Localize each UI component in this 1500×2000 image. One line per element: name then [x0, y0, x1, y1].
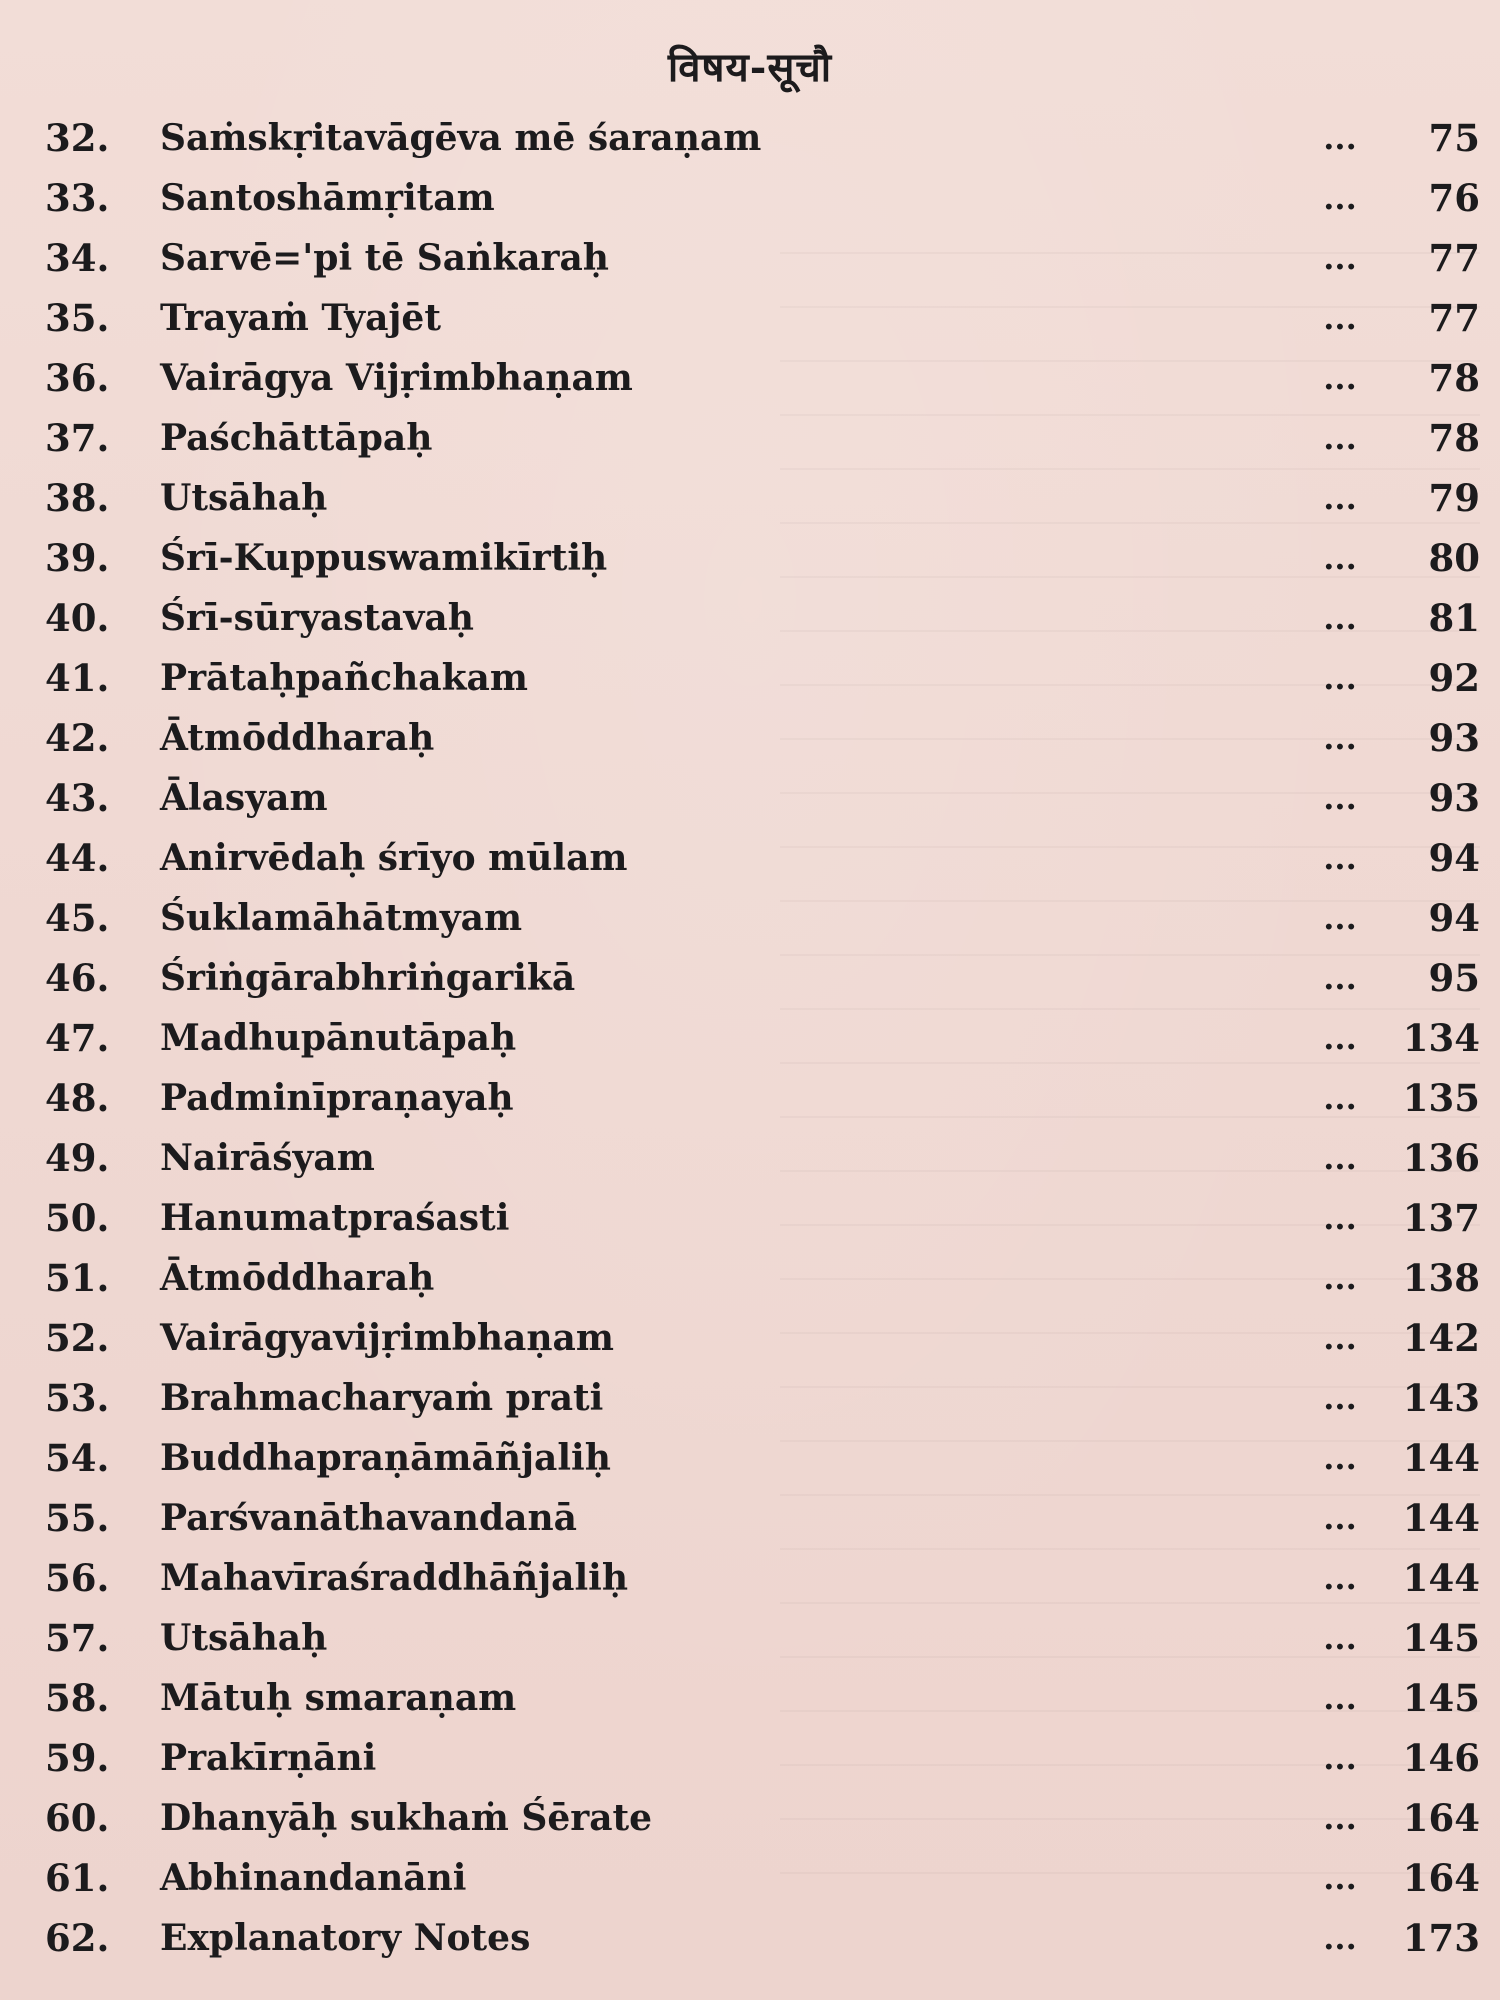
entry-dots: ...	[1323, 539, 1357, 577]
entry-number: 55.	[45, 1496, 110, 1540]
toc-entry	[0, 1848, 1500, 1908]
entry-number: 43.	[45, 776, 110, 820]
toc-entry	[0, 648, 1500, 708]
toc-entry	[0, 1548, 1500, 1608]
entry-page: 94	[1428, 896, 1480, 940]
toc-entry	[0, 1248, 1500, 1308]
entry-title: Buddhapraṇāmāñjaliḥ	[160, 1437, 611, 1479]
entry-number: 42.	[45, 716, 110, 760]
entry-title: Utsāhaḥ	[160, 477, 328, 519]
entry-number: 36.	[45, 356, 110, 400]
entry-number: 46.	[45, 956, 110, 1000]
entry-number: 50.	[45, 1196, 110, 1240]
entry-number: 54.	[45, 1436, 110, 1480]
entry-dots: ...	[1323, 959, 1357, 997]
entry-title: Brahmacharyaṁ prati	[160, 1377, 604, 1419]
entry-number: 38.	[45, 476, 110, 520]
toc-entry	[0, 528, 1500, 588]
entry-title: Ālasyam	[160, 777, 328, 819]
entry-number: 61.	[45, 1856, 110, 1900]
entry-dots: ...	[1323, 419, 1357, 457]
entry-page: 76	[1428, 176, 1480, 220]
entry-dots: ...	[1323, 1199, 1357, 1237]
entry-number: 53.	[45, 1376, 110, 1420]
entry-dots: ...	[1323, 479, 1357, 517]
toc-entry	[0, 888, 1500, 948]
entry-dots: ...	[1323, 1079, 1357, 1117]
toc-entry	[0, 948, 1500, 1008]
entry-title: Ātmōddharaḥ	[160, 1257, 435, 1299]
entry-number: 60.	[45, 1796, 110, 1840]
entry-dots: ...	[1323, 1139, 1357, 1177]
entry-page: 164	[1402, 1796, 1480, 1840]
entry-page: 80	[1428, 536, 1480, 580]
entry-page: 77	[1428, 296, 1480, 340]
toc-entry	[0, 288, 1500, 348]
toc-entry	[0, 348, 1500, 408]
entry-page: 134	[1402, 1016, 1480, 1060]
entry-title: Santoshāmṛitam	[160, 177, 495, 219]
entry-dots: ...	[1323, 1439, 1357, 1477]
entry-page: 146	[1402, 1736, 1480, 1780]
entry-dots: ...	[1323, 1919, 1357, 1957]
entry-page: 144	[1402, 1496, 1480, 1540]
entry-page: 94	[1428, 836, 1480, 880]
entry-title: Anirvēdaḥ śrīyo mūlam	[160, 837, 628, 879]
entry-number: 40.	[45, 596, 110, 640]
entry-page: 143	[1402, 1376, 1480, 1420]
entry-number: 57.	[45, 1616, 110, 1660]
entry-number: 62.	[45, 1916, 110, 1960]
entry-number: 32.	[45, 116, 110, 160]
entry-dots: ...	[1323, 1379, 1357, 1417]
entry-page: 78	[1428, 416, 1480, 460]
entry-dots: ...	[1323, 359, 1357, 397]
toc-entry	[0, 168, 1500, 228]
entry-dots: ...	[1323, 1859, 1357, 1897]
toc-entry	[0, 1668, 1500, 1728]
entry-number: 34.	[45, 236, 110, 280]
entry-title: Mahavīraśraddhāñjaliḥ	[160, 1557, 629, 1599]
entry-number: 56.	[45, 1556, 110, 1600]
toc-entry	[0, 1908, 1500, 1968]
toc-entry	[0, 1128, 1500, 1188]
entry-dots: ...	[1323, 1799, 1357, 1837]
entry-dots: ...	[1323, 1619, 1357, 1657]
toc-entry	[0, 708, 1500, 768]
toc-entry	[0, 828, 1500, 888]
entry-page: 145	[1402, 1616, 1480, 1660]
entry-title: Prakīrṇāni	[160, 1737, 377, 1779]
entry-dots: ...	[1323, 1259, 1357, 1297]
entry-title: Abhinandanāni	[160, 1857, 467, 1899]
entry-page: 138	[1402, 1256, 1480, 1300]
toc-entry	[0, 1728, 1500, 1788]
entry-dots: ...	[1323, 779, 1357, 817]
page-title: विषय-सूचौ	[667, 44, 833, 91]
entry-number: 58.	[45, 1676, 110, 1720]
entry-title: Saṁskṛitavāgēva mē śaraṇam	[160, 117, 762, 159]
toc-entry	[0, 1068, 1500, 1128]
entry-number: 39.	[45, 536, 110, 580]
entry-title: Mātuḥ smaraṇam	[160, 1677, 517, 1719]
entry-dots: ...	[1323, 179, 1357, 217]
entry-dots: ...	[1323, 299, 1357, 337]
entry-page: 173	[1402, 1916, 1480, 1960]
entry-page: 136	[1402, 1136, 1480, 1180]
table-of-contents	[0, 108, 1500, 1968]
entry-title: Vairāgyavijṛimbhaṇam	[160, 1317, 614, 1359]
entry-page: 144	[1402, 1556, 1480, 1600]
entry-page: 75	[1428, 116, 1480, 160]
entry-dots: ...	[1323, 899, 1357, 937]
toc-entry	[0, 468, 1500, 528]
entry-title: Nairāśyam	[160, 1137, 375, 1179]
entry-number: 41.	[45, 656, 110, 700]
entry-title: Hanumatpraśasti	[160, 1197, 510, 1239]
entry-title: Utsāhaḥ	[160, 1617, 328, 1659]
entry-page: 144	[1402, 1436, 1480, 1480]
entry-title: Trayaṁ Tyajēt	[160, 297, 441, 339]
entry-dots: ...	[1323, 239, 1357, 277]
entry-title: Śrī-Kuppuswamikīrtiḥ	[160, 537, 608, 579]
entry-number: 33.	[45, 176, 110, 220]
entry-number: 44.	[45, 836, 110, 880]
entry-page: 92	[1428, 656, 1480, 700]
entry-dots: ...	[1323, 1499, 1357, 1537]
entry-title: Vairāgya Vijṛimbhaṇam	[160, 357, 633, 399]
entry-title: Padminīpraṇayaḥ	[160, 1077, 514, 1119]
entry-page: 142	[1402, 1316, 1480, 1360]
entry-dots: ...	[1323, 659, 1357, 697]
entry-dots: ...	[1323, 1739, 1357, 1777]
entry-dots: ...	[1323, 719, 1357, 757]
toc-entry	[0, 1008, 1500, 1068]
toc-entry	[0, 408, 1500, 468]
entry-number: 47.	[45, 1016, 110, 1060]
entry-number: 48.	[45, 1076, 110, 1120]
entry-title: Explanatory Notes	[160, 1917, 531, 1959]
toc-entry	[0, 1488, 1500, 1548]
entry-page: 135	[1402, 1076, 1480, 1120]
entry-page: 77	[1428, 236, 1480, 280]
toc-entry	[0, 768, 1500, 828]
entry-title: Madhupānutāpaḥ	[160, 1017, 517, 1059]
entry-page: 145	[1402, 1676, 1480, 1720]
entry-title: Śuklamāhātmyam	[160, 897, 523, 939]
entry-title: Prātaḥpañchakam	[160, 657, 528, 699]
entry-title: Śrī-sūryastavaḥ	[160, 597, 474, 639]
toc-entry	[0, 228, 1500, 288]
entry-dots: ...	[1323, 119, 1357, 157]
entry-title: Śriṅgārabhriṅgarikā	[160, 957, 576, 999]
entry-title: Parśvanāthavandanā	[160, 1497, 577, 1539]
entry-title: Dhanyāḥ sukhaṁ Śērate	[160, 1797, 653, 1839]
entry-page: 137	[1402, 1196, 1480, 1240]
entry-page: 93	[1428, 776, 1480, 820]
toc-entry	[0, 108, 1500, 168]
entry-title: Ātmōddharaḥ	[160, 717, 435, 759]
entry-page: 95	[1428, 956, 1480, 1000]
entry-number: 52.	[45, 1316, 110, 1360]
entry-page: 93	[1428, 716, 1480, 760]
toc-entry	[0, 1788, 1500, 1848]
toc-entry	[0, 1368, 1500, 1428]
entry-page: 79	[1428, 476, 1480, 520]
entry-dots: ...	[1323, 1019, 1357, 1057]
entry-title: Paśchāttāpaḥ	[160, 417, 433, 459]
entry-page: 78	[1428, 356, 1480, 400]
toc-entry	[0, 1188, 1500, 1248]
entry-dots: ...	[1323, 1679, 1357, 1717]
toc-entry	[0, 1428, 1500, 1488]
entry-dots: ...	[1323, 1319, 1357, 1357]
entry-number: 45.	[45, 896, 110, 940]
toc-entry	[0, 588, 1500, 648]
entry-page: 81	[1428, 596, 1480, 640]
entry-dots: ...	[1323, 1559, 1357, 1597]
entry-number: 49.	[45, 1136, 110, 1180]
entry-dots: ...	[1323, 599, 1357, 637]
entry-number: 59.	[45, 1736, 110, 1780]
entry-number: 35.	[45, 296, 110, 340]
entry-number: 37.	[45, 416, 110, 460]
entry-page: 164	[1402, 1856, 1480, 1900]
entry-dots: ...	[1323, 839, 1357, 877]
entry-title: Sarvē='pi tē Saṅkaraḥ	[160, 237, 609, 279]
toc-entry	[0, 1608, 1500, 1668]
entry-number: 51.	[45, 1256, 110, 1300]
toc-entry	[0, 1308, 1500, 1368]
